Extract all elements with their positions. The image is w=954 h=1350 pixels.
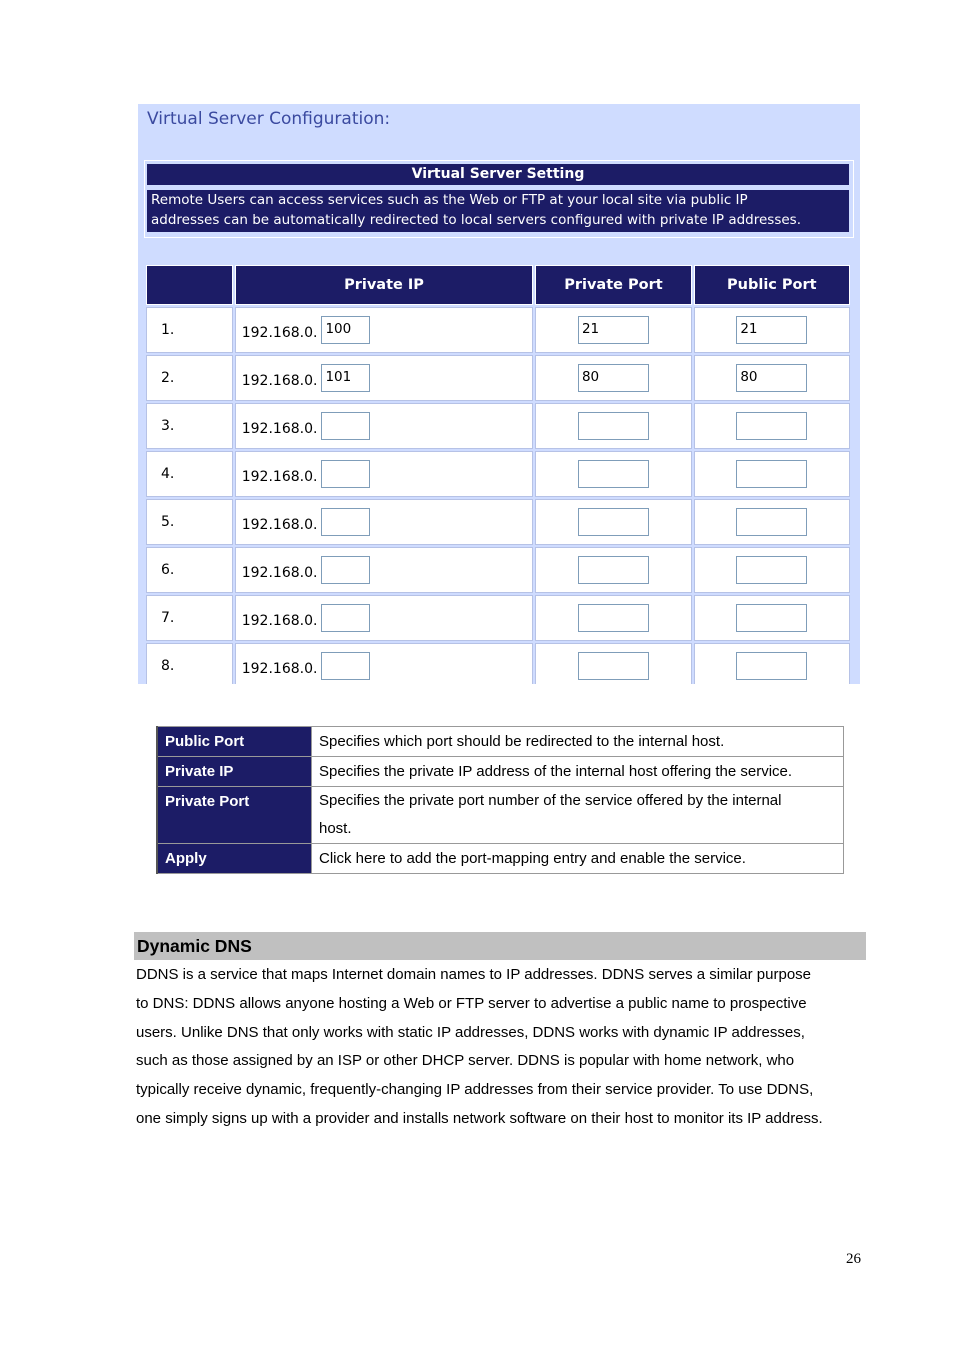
ip-prefix: 192.168.0. [241,517,318,533]
definition-desc-line: Specifies the private port number of the service offered by the internal [319,792,782,809]
private-port-input[interactable] [578,460,649,488]
section-heading-bar [134,932,866,960]
private-port-input[interactable] [578,508,649,536]
column-header-private-port: Private Port [535,265,691,305]
private-port-cell [535,547,691,593]
public-port-input[interactable]: 21 [736,316,807,344]
table-row [146,643,850,684]
private-ip-cell [235,451,534,497]
column-header-private-ip: Private IP [235,265,534,305]
private-port-cell [535,643,691,684]
row-number: 1. [146,307,233,353]
definition-desc [312,787,844,844]
table-row [146,547,850,593]
ip-prefix: 192.168.0. [241,373,318,389]
ip-prefix: 192.168.0. [241,661,318,677]
table-row [157,787,844,844]
public-port-input[interactable] [736,460,807,488]
public-port-cell [694,595,850,641]
public-port-input[interactable] [736,556,807,584]
private-ip-cell [235,595,534,641]
paragraph-line: one simply signs up with a provider and installs network software on their host to monitor its IP address. [136,1109,823,1127]
row-number: 5. [146,499,233,545]
private-ip-input[interactable] [321,508,370,536]
private-port-input[interactable]: 21 [578,316,649,344]
private-ip-cell [235,547,534,593]
public-port-cell [694,499,850,545]
public-port-cell [694,547,850,593]
virtual-server-setting-box [144,160,854,238]
paragraph-line: users. Unlike DNS that only works with static IP addresses, DDNS works with dynamic IP addresses, [136,1023,805,1041]
public-port-cell [694,643,850,684]
private-port-cell [535,355,691,401]
row-number: 7. [146,595,233,641]
ddns-paragraph [136,961,876,1134]
private-ip-input[interactable] [321,460,370,488]
private-port-input[interactable] [578,412,649,440]
public-port-cell [694,403,850,449]
table-row [146,355,850,401]
private-port-input[interactable] [578,604,649,632]
virtual-server-panel [138,104,860,684]
private-port-cell [535,403,691,449]
table-row [146,595,850,641]
public-port-input[interactable] [736,652,807,680]
table-row [157,844,844,874]
ip-prefix: 192.168.0. [241,565,318,581]
paragraph-line: to DNS: DDNS allows anyone hosting a Web or FTP server to advertise a public name to prospective [136,994,807,1012]
private-ip-input[interactable]: 101 [321,364,370,392]
section-title: Dynamic DNS [137,936,252,956]
private-ip-cell [235,643,534,684]
private-ip-input[interactable] [321,556,370,584]
public-port-cell [694,307,850,353]
definition-desc: Click here to add the port-mapping entry and enable the service. [312,844,844,874]
public-port-input[interactable] [736,508,807,536]
row-number: 4. [146,451,233,497]
paragraph-line: typically receive dynamic, frequently-changing IP addresses from their service provider. To use DDNS, [136,1081,814,1099]
ip-prefix: 192.168.0. [241,469,318,485]
private-port-cell [535,595,691,641]
column-header-public-port: Public Port [694,265,850,305]
private-ip-input[interactable] [321,652,370,680]
definition-desc: Specifies the private IP address of the internal host offering the service. [312,757,844,787]
column-header-number [146,265,233,305]
private-ip-cell [235,499,534,545]
definition-term: Public Port [157,727,312,757]
page-title: Virtual Server Configuration: [147,109,391,129]
private-port-cell [535,499,691,545]
table-row [146,451,850,497]
definition-term: Private Port [157,787,312,844]
private-port-input[interactable] [578,556,649,584]
private-ip-input[interactable] [321,412,370,440]
private-port-input[interactable]: 80 [578,364,649,392]
table-row [146,307,850,353]
public-port-input[interactable] [736,604,807,632]
virtual-server-table [144,263,852,684]
private-ip-input[interactable]: 100 [321,316,370,344]
ip-prefix: 192.168.0. [241,421,318,437]
private-ip-input[interactable] [321,604,370,632]
row-number: 2. [146,355,233,401]
private-ip-cell [235,355,534,401]
description-line: addresses can be automatically redirected to local servers configured with private IP addresses. [151,212,801,228]
row-number: 6. [146,547,233,593]
setting-description [147,190,849,232]
field-definitions-table [156,726,844,874]
private-ip-cell [235,403,534,449]
private-port-cell [535,451,691,497]
page-number: 26 [846,1251,861,1267]
table-row [146,403,850,449]
ip-prefix: 192.168.0. [241,325,318,341]
private-port-input[interactable] [578,652,649,680]
definition-term: Private IP [157,757,312,787]
row-number: 8. [146,643,233,684]
public-port-input[interactable]: 80 [736,364,807,392]
public-port-cell [694,355,850,401]
paragraph-line: DDNS is a service that maps Internet domain names to IP addresses. DDNS serves a similar purpose [136,966,811,983]
definition-desc: Specifies which port should be redirected to the internal host. [312,727,844,757]
row-number: 3. [146,403,233,449]
table-row [157,757,844,787]
table-row [157,727,844,757]
private-port-cell [535,307,691,353]
definition-term: Apply [157,844,312,874]
private-ip-cell [235,307,534,353]
definition-desc-line: host. [319,820,352,837]
paragraph-line: such as those assigned by an ISP or other DHCP server. DDNS is popular with home network, who [136,1052,795,1070]
public-port-input[interactable] [736,412,807,440]
table-header-row [146,265,850,305]
ip-prefix: 192.168.0. [241,613,318,629]
public-port-cell [694,451,850,497]
setting-header: Virtual Server Setting [147,164,849,185]
description-line: Remote Users can access services such as the Web or FTP at your local site via public IP [151,192,748,208]
table-row [146,499,850,545]
